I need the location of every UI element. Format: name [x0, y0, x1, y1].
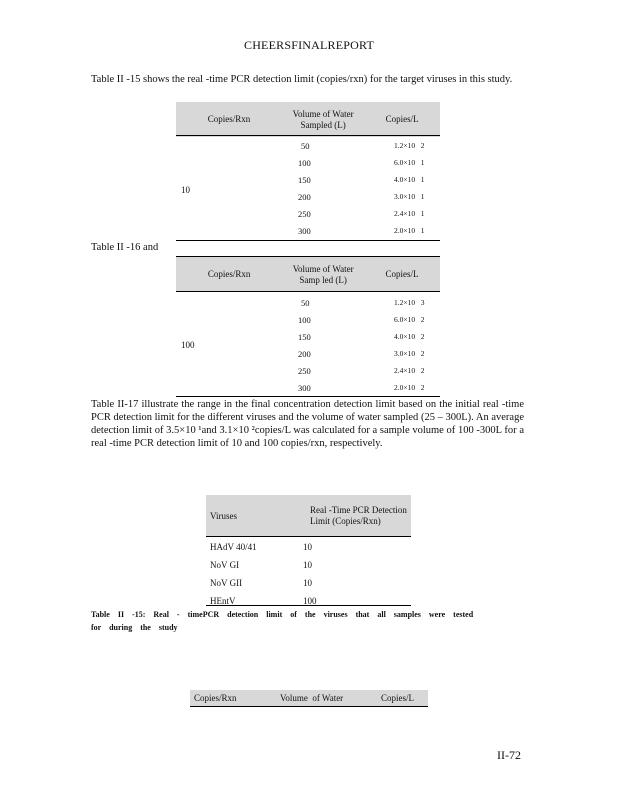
t15-copies-rxn-value: 10 [181, 185, 190, 195]
t16-cpl: 1.2×10 3 [394, 298, 425, 307]
lt-header-volume: Volume of Water [280, 693, 344, 703]
range-paragraph: Table II-17 illustrate the range in the final concentration detection limit based on the initial real -time PCR detection limit for the different viruses and the volume of water sampled (25 – 300L). An average detection limit of 3.5×10 ¹and 3.1×10 ²copies/L was calculated for a sample volume of 100 -300L for a real -time PCR detection limit of 10 and 100 copies/rxn, respectively. [91, 399, 524, 449]
table-row [266, 141, 425, 158]
t16-vol: 300 [298, 383, 311, 393]
table-row [206, 574, 411, 592]
t15-vol: 250 [298, 209, 311, 219]
table-row [266, 209, 425, 226]
t15-cpl: 6.0×10 1 [394, 158, 425, 167]
vt-bottom-rule [206, 605, 411, 606]
vt-virus: NoV GI [210, 560, 240, 570]
t15-cpl: 2.0×10 1 [394, 226, 425, 235]
table-15 [176, 102, 440, 137]
vt-virus: HAdV 40/41 [210, 542, 257, 552]
t16-vol: 200 [298, 349, 311, 359]
t16-cpl: 2.0×10 2 [394, 383, 425, 392]
table-row [266, 366, 436, 383]
last-table-header [190, 690, 428, 706]
t16-header-rule [176, 291, 440, 292]
t16-bottom-rule [176, 396, 440, 397]
t16-cpl: 6.0×10 2 [394, 315, 425, 324]
table-row [266, 175, 425, 192]
vt-header-limit: Real -Time PCR Detection Limit (Copies/Rxn) [306, 495, 411, 537]
t15-cpl: 3.0×10 1 [394, 192, 425, 201]
t16-vol: 50 [301, 298, 310, 308]
table-row [266, 192, 425, 209]
table-row [266, 298, 436, 315]
page-header: CHEERSFINALREPORT [243, 38, 375, 52]
t16-vol: 150 [298, 332, 311, 342]
vt-header-rule [206, 536, 411, 537]
lt-header-copies-rxn: Copies/Rxn [194, 693, 237, 703]
table-row [266, 158, 425, 175]
t15-header-copies-rxn: Copies/Rxn [176, 102, 282, 137]
lt-rule [190, 706, 428, 707]
t15-cpl: 2.4×10 1 [394, 209, 425, 218]
t16-cpl: 3.0×10 2 [394, 349, 425, 358]
t15-rows [266, 141, 425, 243]
table-row [266, 349, 436, 366]
vt-virus: NoV GII [210, 578, 243, 588]
t15-vol: 300 [298, 226, 311, 236]
table-15-caption: Table II -15: Real - timePCR detection limit of the viruses that all samples were tested for during the study [91, 610, 474, 632]
t15-vol: 150 [298, 175, 311, 185]
vt-limit: 100 [303, 596, 317, 606]
t16-header-volume: Volume of Water Samp led (L) [282, 257, 364, 292]
table-16 [176, 257, 440, 292]
t15-cpl: 4.0×10 1 [394, 175, 425, 184]
between-text: Table II -16 and [91, 242, 159, 253]
vt-header-viruses: Viruses [206, 495, 306, 537]
viruses-table [206, 495, 411, 537]
vt-limit: 10 [303, 542, 312, 552]
t15-header-copies-l: Copies/L [364, 102, 440, 137]
intro-paragraph: Table II -15 shows the real -time PCR detection limit (copies/rxn) for the target viruses in this study. [91, 74, 513, 85]
table-row [266, 332, 436, 349]
table-row [206, 538, 411, 556]
t16-rows [266, 298, 436, 400]
t15-vol: 100 [298, 158, 311, 168]
t16-cpl: 2.4×10 2 [394, 366, 425, 375]
t16-header-copies-rxn: Copies/Rxn [176, 257, 282, 292]
vt-limit: 10 [303, 560, 312, 570]
t15-cpl: 1.2×10 2 [394, 141, 425, 150]
lt-header-copies-l: Copies/L [381, 693, 414, 703]
t16-copies-rxn-value: 100 [181, 340, 195, 350]
t16-vol: 250 [298, 366, 311, 376]
page-number: II-72 [497, 748, 521, 762]
t16-cpl: 4.0×10 2 [394, 332, 425, 341]
t16-vol: 100 [298, 315, 311, 325]
viruses-table-body [206, 538, 411, 610]
vt-limit: 10 [303, 578, 312, 588]
table-row [266, 315, 436, 332]
t16-header-copies-l: Copies/L [364, 257, 440, 292]
table-row [206, 556, 411, 574]
vt-virus: HEntV [210, 596, 236, 606]
t15-header-rule [176, 135, 440, 136]
t15-vol: 50 [301, 141, 310, 151]
t15-bottom-rule [176, 240, 440, 241]
t15-vol: 200 [298, 192, 311, 202]
t15-header-volume: Volume of Water Sampled (L) [282, 102, 364, 137]
